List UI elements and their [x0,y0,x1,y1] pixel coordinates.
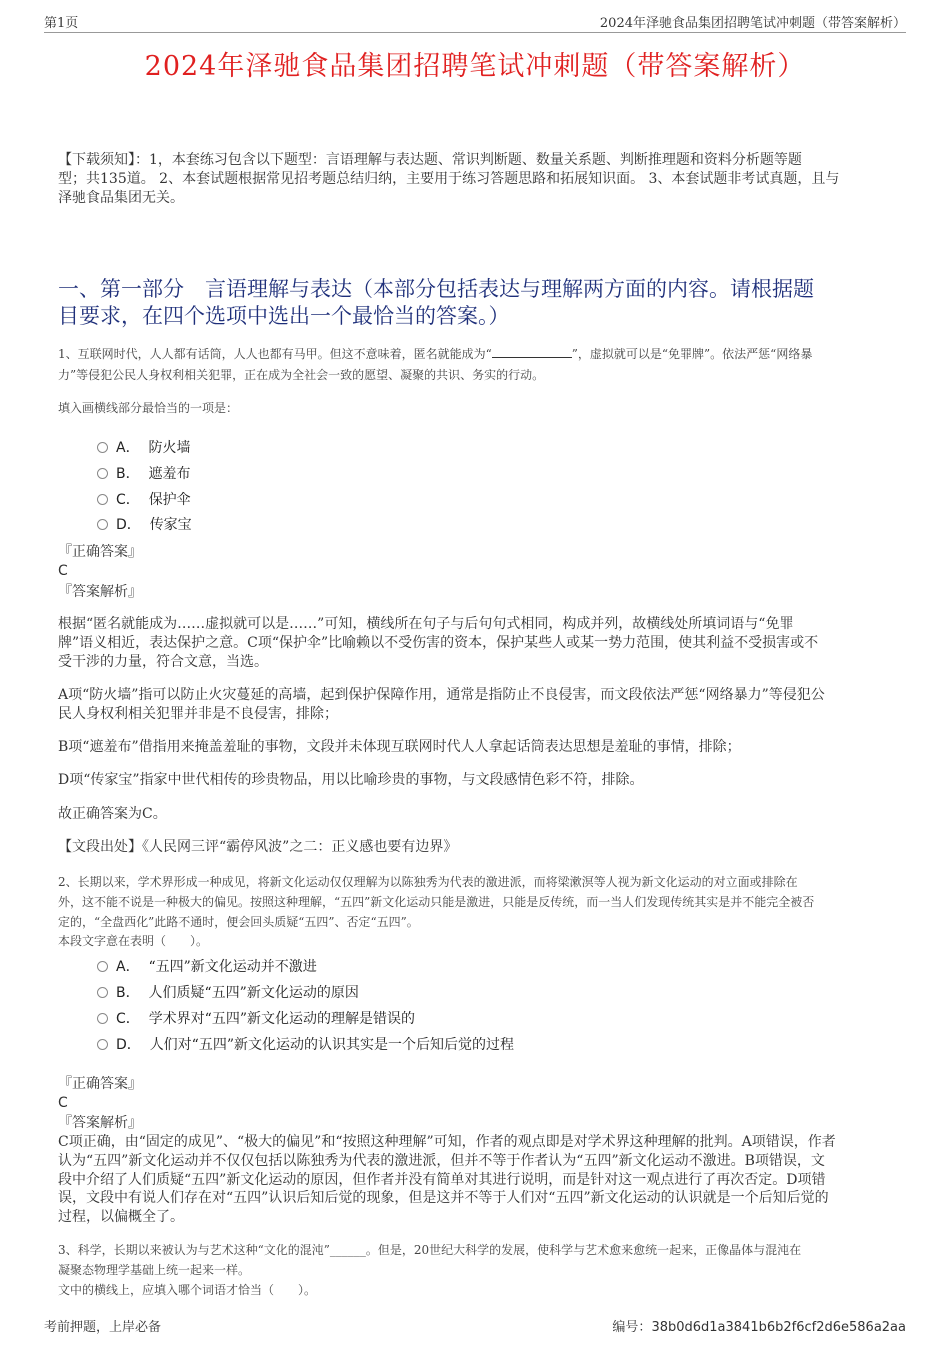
section-heading-line-2: 目要求，在四个选项中选出一个最恰当的答案。） [58,304,510,328]
q2-analysis-line: C项正确，由“固定的成见”、“极大的偏见”和“按照这种理解”可知，作者的观点即是对学术界这种理解的批判。A项错误，作者 [58,1134,836,1150]
q1-analysis-line: 民人身权利相关犯罪并非是不良侵害，排除； [58,706,338,722]
header-doc-title: 2024年泽驰食品集团招聘笔试冲刺题（带答案解析） [599,16,906,31]
q3-prompt: 文中的横线上，应填入哪个词语才恰当（ ）。 [58,1283,317,1297]
q1-option-b[interactable]: B． 遮羞布 [97,463,191,483]
notice-line-3: 泽驰食品集团无关。 [58,190,184,206]
q1-answer: C [58,563,68,579]
q1-analysis-line: A项“防火墙”指可以防止火灾蔓延的高墙，起到保护保障作用，通常是指防止不良侵害，而文段依法严惩“网络暴力”等侵犯公 [58,687,825,703]
notice-line-1: 【下载须知】：1，本套练习包含以下题型：言语理解与表达题、常识判断题、数量关系题、判断推理题和资料分析题等题 [58,152,802,168]
q2-analysis-line: 段中介绍了人们质疑“五四”新文化运动的原因，但作者并没有简单对其进行说明，而是针对这一观点进行了再次否定。D项错 [58,1172,826,1188]
q2-analysis-label: 『答案解析』 [58,1115,142,1131]
radio-icon[interactable] [97,987,108,998]
q2-answer: C [58,1095,68,1111]
q2-analysis-line: 认为“五四”新文化运动并不仅仅包括以陈独秀为代表的激进派，但并不等于作者认为“五四”新文化运动不激进。B项错误，文 [58,1153,825,1169]
q2-answer-label: 『正确答案』 [58,1076,142,1092]
q2-option-a[interactable]: A． “五四”新文化运动并不激进 [97,956,317,976]
radio-icon[interactable] [97,442,108,453]
q1-prompt: 填入画横线部分最恰当的一项是： [58,401,239,415]
q1-source: 【文段出处】《人民网三评“霸停风波”之二：正义感也要有边界》 [58,839,458,855]
q1-answer-label: 『正确答案』 [58,544,142,560]
q2-option-d[interactable]: D． 人们对“五四”新文化运动的认识其实是一个后知后觉的过程 [97,1034,514,1054]
radio-icon[interactable] [97,1039,108,1050]
footer-code-value: 38b0d6d1a3841b6b2f6cf2d6e586a2aa [651,1320,906,1335]
document-title: 2024年泽驰食品集团招聘笔试冲刺题（带答案解析） [144,51,806,82]
q1-analysis-line: B项“遮羞布”借指用来掩盖羞耻的事物，文段并未体现互联网时代人人拿起话筒表达思想是羞耻的事情，排除； [58,739,741,755]
section-heading-line-1: 一、第一部分 言语理解与表达（本部分包括表达与理解两方面的内容。请根据题 [58,277,814,301]
q3-stem-line: 3、科学，长期以来被认为与艺术这种“文化的混沌”______。但是，20世纪大科学的发展，使科学与艺术愈来愈统一起来，正像晶体与混沌在 [58,1243,802,1257]
q1-stem-part-a: 1、互联网时代，人人都有话筒，人人也都有马甲。但这不意味着，匿名就能成为“ [58,347,492,361]
q1-option-a[interactable]: A． 防火墙 [97,437,190,457]
notice-line-2: 型；共135道。 2、本套试题根据常见招考题总结归纳，主要用于练习答题思路和拓展知识面。 3、本套试题非考试真题，且与 [58,171,840,187]
q2-stem-line: 2、长期以来，学术界形成一种成见，将新文化运动仅仅理解为以陈独秀为代表的激进派，而将梁漱溟等人视为新文化运动的对立面或排除在 [58,875,798,889]
q1-analysis-label: 『答案解析』 [58,584,142,600]
footer-slogan: 考前押题，上岸必备 [44,1320,162,1335]
q1-blank [492,345,572,358]
q2-prompt: 本段文字意在表明（ ）。 [58,934,209,948]
radio-icon[interactable] [97,494,108,505]
q3-stem-line: 凝聚态物理学基础上统一起来一样。 [58,1263,251,1277]
q1-analysis-line: 受干涉的力量，符合文意，当选。 [58,654,268,670]
radio-icon[interactable] [97,1013,108,1024]
radio-icon[interactable] [97,468,108,479]
q1-analysis-line: 牌”语义相近，表达保护之意。C项“保护伞”比喻赖以不受伤害的资本，保护某些人或某一势力范围，使其利益不受损害或不 [58,635,819,651]
q1-option-d[interactable]: D． 传家宝 [97,514,192,534]
page-number: 第1页 [44,16,79,31]
q2-option-c[interactable]: C． 学术界对“五四”新文化运动的理解是错误的 [97,1008,415,1028]
q2-analysis-line: 过程，以偏概全了。 [58,1209,184,1225]
q1-analysis-line: 故正确答案为C。 [58,806,167,822]
q1-analysis-line: 根据“匿名就能成为……虚拟就可以是……”可知，横线所在句子与后句句式相同，构成并列，故横线处所填词语与“免罪 [58,616,794,632]
q1-stem-line-2: 力”等侵犯公民人身权利相关犯罪，正在成为全社会一致的愿望、凝聚的共识、务实的行动。 [58,368,545,382]
footer-code-label: 编号： [612,1320,652,1335]
q1-analysis-line: D项“传家宝”指家中世代相传的珍贵物品，用以比喻珍贵的事物，与文段感情色彩不符，排除。 [58,772,644,788]
q1-option-c[interactable]: C． 保护伞 [97,489,191,509]
radio-icon[interactable] [97,961,108,972]
q1-stem-part-b: ”，虚拟就可以是“免罪牌”。依法严惩“网络暴 [571,347,813,361]
q2-stem-line: 定的，“全盘西化”此路不通时，便会回头质疑“五四”、否定“五四”。 [58,915,419,929]
q2-stem-line: 外，这不能不说是一种极大的偏见。按照这种理解，“五四”新文化运动只能是激进，只能是反传统，而一当人们发现传统其实是并不能完全被否 [58,895,815,909]
radio-icon[interactable] [97,519,108,530]
q2-option-b[interactable]: B． 人们质疑“五四”新文化运动的原因 [97,982,359,1002]
header-divider [44,32,906,33]
q1-stem-line-1 [58,345,812,364]
q2-analysis-line: 误，文段中有说人们存在对“五四”认识后知后觉的现象，但是这并不等于人们对“五四”新文化运动的认识就是一个后知后觉的 [58,1190,829,1206]
footer-code [612,1316,906,1335]
